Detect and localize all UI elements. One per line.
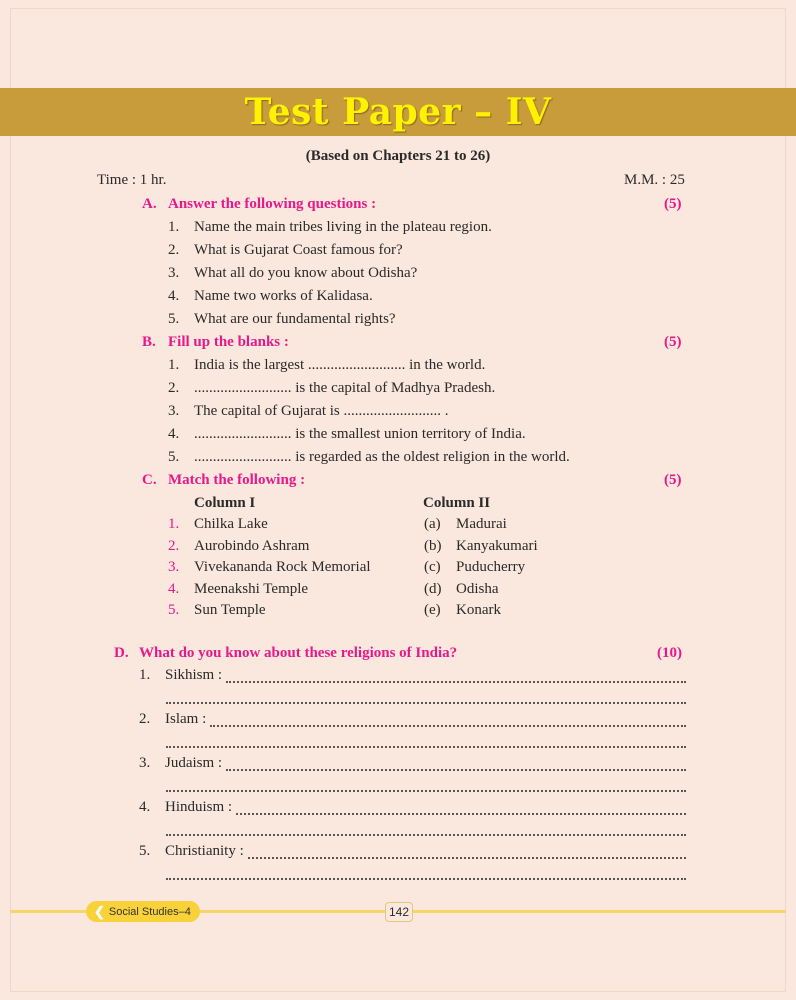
match-left-item: [168, 602, 266, 619]
section-c-heading: Match the following :: [168, 472, 306, 488]
match-right-letter: (e): [424, 602, 441, 618]
match-right-item: [424, 602, 501, 619]
religion-item: [139, 667, 222, 684]
chevron-left-icon: ❮: [94, 903, 105, 919]
question-text: What are our fundamental rights?: [194, 311, 396, 327]
question-number: 1.: [168, 219, 180, 235]
answer-line[interactable]: [166, 878, 686, 880]
match-left-text: Chilka Lake: [194, 516, 268, 532]
religion-item: [139, 799, 232, 816]
religion-item: [139, 711, 206, 728]
section-a-letter: A.: [142, 196, 157, 212]
match-left-text: Aurobindo Ashram: [194, 538, 310, 554]
match-right-text: Kanyakumari: [456, 538, 538, 554]
blank-number: 4.: [168, 426, 180, 442]
section-b-letter: B.: [142, 334, 156, 350]
max-marks-label: M.M. : 25: [624, 172, 685, 188]
answer-line[interactable]: [166, 790, 686, 792]
section-b-marks: (5): [664, 334, 682, 350]
answer-line[interactable]: [166, 746, 686, 748]
column-i-heading: Column I: [194, 495, 256, 511]
match-right-text: Konark: [456, 602, 501, 618]
match-left-item: [168, 538, 309, 555]
question-item: [168, 288, 373, 305]
blank-text: .......................... is the capital of Madhya Pradesh.: [194, 380, 496, 396]
answer-line[interactable]: [248, 857, 686, 859]
match-left-text: Sun Temple: [194, 602, 266, 618]
blank-text: .......................... is the smallest union territory of India.: [194, 426, 526, 442]
blank-item: [168, 449, 570, 466]
religion-label: Islam :: [165, 711, 207, 727]
religion-item: [139, 843, 244, 860]
blank-item: [168, 380, 495, 397]
religion-label: Sikhism :: [165, 667, 223, 683]
match-right-text: Madurai: [456, 516, 507, 532]
section-b-heading: Fill up the blanks :: [168, 334, 289, 350]
question-item: [168, 219, 492, 236]
match-left-item: [168, 516, 268, 533]
footer-book-title: Social Studies–4: [108, 905, 191, 918]
religion-number: 5.: [139, 843, 151, 859]
blank-item: [168, 357, 485, 374]
question-number: 5.: [168, 311, 180, 327]
blank-item: [168, 403, 449, 420]
blank-item: [168, 426, 526, 443]
section-d-heading: What do you know about these religions of India?: [139, 645, 458, 661]
match-left-number: 2.: [168, 538, 180, 554]
match-left-number: 1.: [168, 516, 180, 532]
section-c-marks: (5): [664, 472, 682, 488]
match-left-item: [168, 581, 308, 598]
religion-label: Christianity :: [165, 843, 244, 859]
match-right-text: Odisha: [456, 581, 499, 597]
match-right-item: [424, 538, 538, 555]
question-text: Name the main tribes living in the plateau region.: [194, 219, 492, 235]
match-right-item: [424, 581, 499, 598]
religion-label: Judaism :: [165, 755, 223, 771]
answer-line[interactable]: [210, 725, 686, 727]
question-item: [168, 265, 417, 282]
question-number: 2.: [168, 242, 180, 258]
match-right-item: [424, 559, 525, 576]
match-right-item: [424, 516, 507, 533]
answer-line[interactable]: [166, 834, 686, 836]
section-c-letter: C.: [142, 472, 157, 488]
blank-number: 5.: [168, 449, 180, 465]
religion-number: 2.: [139, 711, 151, 727]
answer-line[interactable]: [236, 813, 686, 815]
subtitle: (Based on Chapters 21 to 26): [305, 148, 491, 164]
page-title: Test Paper – IV: [244, 91, 552, 133]
question-item: [168, 311, 396, 328]
match-left-item: [168, 559, 371, 576]
match-right-letter: (b): [424, 538, 442, 554]
religion-number: 1.: [139, 667, 151, 683]
section-d-marks: (10): [657, 645, 682, 661]
section-a-marks: (5): [664, 196, 682, 212]
blank-text: .......................... is regarded as the oldest religion in the world.: [194, 449, 570, 465]
question-number: 3.: [168, 265, 180, 281]
footer-book-label: [86, 901, 200, 922]
match-left-number: 4.: [168, 581, 180, 597]
answer-line[interactable]: [166, 702, 686, 704]
answer-line[interactable]: [226, 769, 686, 771]
question-text: Name two works of Kalidasa.: [194, 288, 373, 304]
blank-text: India is the largest .......................... in the world.: [194, 357, 486, 373]
match-left-text: Vivekananda Rock Memorial: [194, 559, 371, 575]
match-right-letter: (c): [424, 559, 441, 575]
match-right-letter: (a): [424, 516, 441, 532]
religion-number: 4.: [139, 799, 151, 815]
title-band: [0, 88, 796, 136]
match-left-number: 3.: [168, 559, 180, 575]
religion-number: 3.: [139, 755, 151, 771]
match-left-text: Meenakshi Temple: [194, 581, 309, 597]
blank-text: The capital of Gujarat is .......................... .: [194, 403, 449, 419]
blank-number: 2.: [168, 380, 180, 396]
question-item: [168, 242, 403, 259]
religion-item: [139, 755, 222, 772]
section-a-heading: Answer the following questions :: [168, 196, 377, 212]
match-right-text: Puducherry: [456, 559, 526, 575]
question-number: 4.: [168, 288, 180, 304]
column-ii-heading: Column II: [423, 495, 491, 511]
match-left-number: 5.: [168, 602, 180, 618]
question-text: What all do you know about Odisha?: [194, 265, 418, 281]
page-number: 142: [385, 902, 413, 922]
blank-number: 3.: [168, 403, 180, 419]
section-d-letter: D.: [114, 645, 129, 661]
question-text: What is Gujarat Coast famous for?: [194, 242, 403, 258]
match-right-letter: (d): [424, 581, 442, 597]
time-label: Time : 1 hr.: [97, 172, 167, 188]
blank-number: 1.: [168, 357, 180, 373]
answer-line[interactable]: [226, 681, 686, 683]
religion-label: Hinduism :: [165, 799, 233, 815]
